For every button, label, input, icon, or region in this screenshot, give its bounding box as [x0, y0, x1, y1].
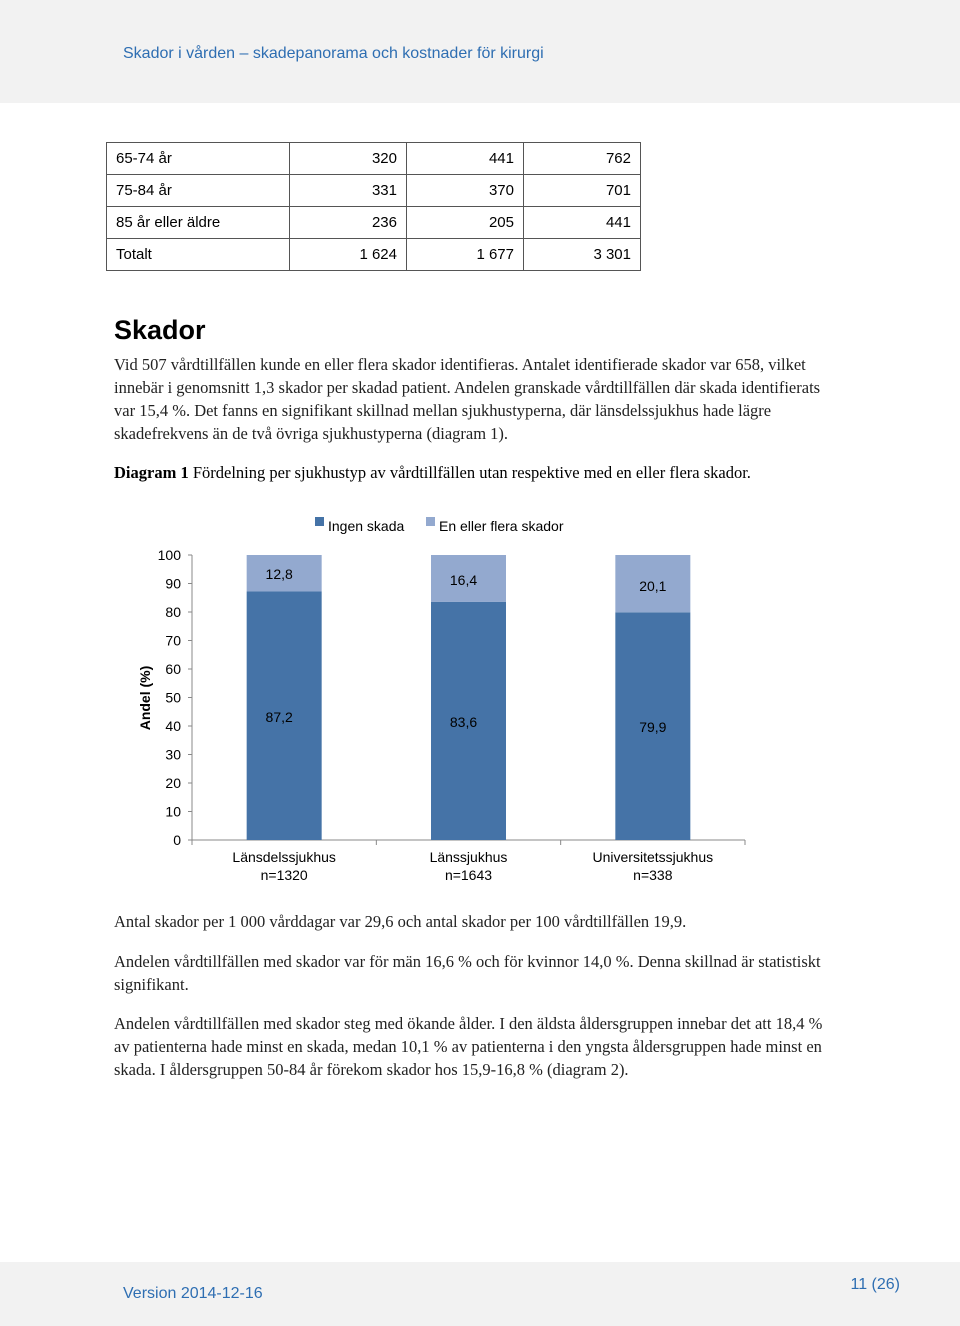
row-label: Totalt — [107, 239, 290, 271]
y-tick-label: 60 — [165, 661, 181, 677]
data-label: 16,4 — [449, 572, 478, 588]
cell-value: 1 624 — [290, 239, 407, 271]
page-footer — [0, 1262, 960, 1326]
x-tick-label: Länsdelssjukhus — [232, 849, 336, 865]
y-axis-title: Andel (%) — [137, 665, 153, 731]
y-tick-label: 50 — [165, 689, 181, 706]
row-label: 65-74 år — [107, 143, 290, 175]
cell-value: 236 — [290, 207, 407, 239]
y-tick-label: 100 — [157, 547, 181, 563]
cell-value: 762 — [524, 143, 641, 175]
y-tick-label: 80 — [165, 604, 181, 620]
paragraph-rates: Antal skador per 1 000 vårddagar var 29,6 och antal skador per 100 vårdtillfällen 19,9. — [114, 912, 687, 931]
x-tick-sublabel: n=1320 — [260, 867, 308, 883]
section-heading: Skador — [114, 315, 206, 345]
cell-value: 320 — [290, 143, 407, 175]
paragraph-gender: Andelen vårdtillfällen med skador var för män 16,6 % och för kvinnor 14,0 %. Denna skillnad är statistiskt signifikant. — [114, 952, 821, 994]
footer-version: Version 2014-12-16 — [123, 1285, 263, 1302]
y-tick-label: 0 — [173, 832, 181, 848]
y-tick-label: 10 — [165, 803, 181, 820]
data-label: 87,2 — [265, 709, 293, 725]
data-label: 12,8 — [265, 566, 293, 582]
cell-value: 441 — [407, 143, 524, 175]
y-tick-label: 40 — [165, 718, 181, 734]
y-tick-label: 20 — [165, 775, 181, 791]
legend-label: Ingen skada — [328, 518, 405, 534]
row-label: 75-84 år — [107, 175, 290, 207]
row-label: 85 år eller äldre — [107, 207, 290, 239]
y-tick-label: 90 — [165, 575, 181, 592]
paragraph-age: Andelen vårdtillfällen med skador steg med ökande ålder. I den äldsta åldersgruppen innebar det att 18,4 % av patienterna hade minst en skada, medan 10,1 % av patienterna i den yngsta åldersgruppen hade minst en skada. I åldersgruppen 50-84 år förekom skador hos 15,9-16,8 % (diagram 2). — [114, 1014, 823, 1079]
legend-label: En eller flera skador — [439, 518, 564, 534]
x-tick-label: Länssjukhus — [429, 849, 508, 865]
cell-value: 1 677 — [407, 239, 524, 271]
caption-label: Diagram 1 — [114, 463, 189, 482]
cell-value: 3 301 — [524, 239, 641, 271]
legend-swatch — [315, 517, 324, 526]
x-tick-sublabel: n=338 — [633, 867, 673, 883]
header-title: Skador i vården – skadepanorama och kostnader för kirurgi — [123, 45, 544, 62]
page-number: 11 (26) — [850, 1276, 900, 1293]
cell-value: 441 — [524, 207, 641, 239]
legend-swatch — [426, 517, 435, 526]
paragraph-intro: Vid 507 vårdtillfällen kunde en eller flera skador identifieras. Antalet identifierade skador var 658, vilket innebär i genomsnitt 1,3 skador per skadad patient. Andelen granskade vårdtillfällen där skada identifierats var 15,4 %. Det fanns en signifikant skillnad mellan sjukhustyperna, där länsdelssjukhus hade lägre skadefrekvens än de två övriga sjukhustyperna (diagram 1). — [114, 355, 821, 443]
x-tick-sublabel: n=1643 — [444, 867, 493, 883]
cell-value: 205 — [407, 207, 524, 239]
y-tick-label: 30 — [165, 746, 181, 763]
data-label: 79,9 — [639, 719, 667, 735]
cell-value: 370 — [407, 175, 524, 207]
data-label: 83,6 — [449, 714, 478, 730]
y-tick-label: 70 — [165, 632, 181, 649]
cell-value: 331 — [290, 175, 407, 207]
cell-value: 701 — [524, 175, 641, 207]
data-label: 20,1 — [639, 578, 667, 594]
caption-text: Fördelning per sjukhustyp av vårdtillfällen utan respektive med en eller flera skador. — [188, 463, 751, 482]
x-tick-label: Universitetssjukhus — [592, 849, 714, 865]
